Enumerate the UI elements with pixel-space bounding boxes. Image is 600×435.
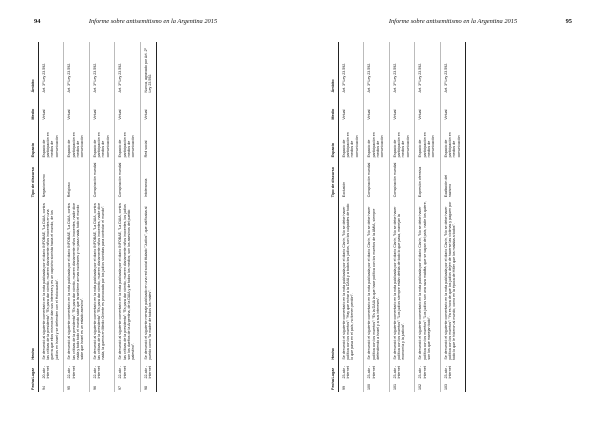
cell-lugar: 20-abr - Internet bbox=[38, 362, 64, 381]
cell-medio: Virtual bbox=[115, 94, 141, 121]
cell-espacio: Espacio de participación en medios de comunicación bbox=[364, 122, 390, 160]
header-hecho: Hecho bbox=[30, 199, 38, 361]
running-head bbox=[34, 18, 272, 30]
running-title: Informe sobre antisemitismo en la Argentina 2015 bbox=[388, 18, 518, 25]
cell-tipo: Intolerancia bbox=[140, 159, 157, 199]
incident-table bbox=[30, 42, 157, 392]
table-row bbox=[364, 42, 390, 392]
cell-tipo: Exclusión bbox=[338, 159, 364, 199]
cell-lugar: 22-abr - Internet bbox=[140, 362, 157, 381]
page-number: 95 bbox=[565, 18, 572, 25]
rotated-table-area bbox=[330, 42, 575, 392]
table-row bbox=[389, 42, 415, 392]
table-row bbox=[440, 42, 466, 392]
cell-espacio: Espacio de participación en medios de comunicación bbox=[64, 122, 90, 160]
cell-lugar: 23-abr - Internet bbox=[389, 362, 415, 381]
cell-espacio: Red social bbox=[140, 122, 157, 160]
cell-hecho: Se denunció el siguiente comentario en la nota publicada por el diario Clarín, "No se debe hacer política con los muertos": "Los judíos son una raza maldita, que se vayan del país, nadie los quiere, son los que manejan todo". bbox=[415, 199, 441, 361]
cell-ambito: Art. 3º Ley 23.592. bbox=[38, 42, 64, 94]
cell-medio: Virtual bbox=[389, 94, 415, 121]
cell-tipo: Religioso bbox=[64, 159, 90, 199]
cell-tipo: Conspiración mundial bbox=[389, 159, 415, 199]
header-espacio: Espacio bbox=[30, 122, 38, 160]
cell-fecha: 103 bbox=[440, 380, 466, 392]
cell-hecho: Se denunció el siguiente comentario en la nota publicada por el diario Clarín, "No se debe hacer política con los muertos": "Los judíos siempre están detrás de todo lo que pasa, manejan la economía y la justicia". bbox=[389, 199, 415, 361]
header-medio: Medio bbox=[330, 94, 338, 121]
cell-tipo: Exaltación del nazismo bbox=[440, 159, 466, 199]
cell-tipo: Conspiración mundial bbox=[89, 159, 115, 199]
cell-lugar: 23-abr - Internet bbox=[440, 362, 466, 381]
cell-medio: Virtual bbox=[64, 94, 90, 121]
cell-ambito: Art. 3º Ley 23.592. bbox=[415, 42, 441, 94]
cell-fecha: 99 bbox=[338, 380, 364, 392]
cell-fecha: 96 bbox=[89, 380, 115, 392]
header-medio: Medio bbox=[30, 94, 38, 121]
header-fecha: Fecha bbox=[30, 380, 38, 392]
cell-fecha: 94 bbox=[38, 380, 64, 392]
cell-lugar: 22-abr - Internet bbox=[89, 362, 115, 381]
cell-medio: Virtual bbox=[89, 94, 115, 121]
rotated-table bbox=[30, 42, 275, 392]
cell-lugar: 23-abr - Internet bbox=[364, 362, 390, 381]
cell-espacio: Espacio de participación en medios de comunicación bbox=[89, 122, 115, 160]
cell-fecha: 98 bbox=[140, 380, 157, 392]
cell-ambito: Art. 3º Ley 23.592. bbox=[440, 42, 466, 94]
cell-lugar: 23-abr - Internet bbox=[415, 362, 441, 381]
cell-hecho: Se denunció el siguiente comentario en la nota publicada por el diario Clarín, "No se debe hacer política con los muertos": "Es la DAIA la que hace política con los muertos de la AMIA, siempre defendiendo a Israel y a sus intereses". bbox=[364, 199, 390, 361]
running-head bbox=[334, 18, 572, 30]
cell-medio: Virtual bbox=[38, 94, 64, 121]
cell-tipo: Conspiración mundial bbox=[115, 159, 141, 199]
cell-fecha: 95 bbox=[64, 380, 90, 392]
table-row bbox=[64, 42, 90, 392]
page-right bbox=[300, 0, 600, 435]
table-row bbox=[89, 42, 115, 392]
cell-ambito: Art. 3º Ley 23.592. bbox=[64, 42, 90, 94]
cell-espacio: Espacio de participación en medios de comunicación bbox=[389, 122, 415, 160]
header-ambito: Ámbito bbox=[30, 42, 38, 94]
cell-espacio: Espacio de participación en medios de comunicación bbox=[415, 122, 441, 160]
table-header-row bbox=[30, 42, 38, 392]
table-row bbox=[415, 42, 441, 392]
cell-espacio: Espacio de participación en medios de comunicación bbox=[38, 122, 64, 160]
cell-ambito: Art. 3º Ley 23.592. bbox=[89, 42, 115, 94]
rotated-table bbox=[330, 42, 575, 392]
running-title: Informe sobre antisemitismo en la Argentina 2015 bbox=[88, 18, 218, 25]
table-header-row bbox=[330, 42, 338, 392]
cell-ambito: Art. 3º Ley 23.592. bbox=[115, 42, 141, 94]
cell-ambito: Nunca, agravado por Art. 2º Ley 23.592. bbox=[140, 42, 157, 94]
cell-lugar: 23-abr - Internet bbox=[338, 362, 364, 381]
table-row bbox=[38, 42, 64, 392]
incident-table bbox=[330, 42, 466, 392]
rotated-table-area bbox=[30, 42, 275, 392]
cell-hecho: Se denunció el siguiente comentario en la nota publicada por el diario Clarín, "No se debe hacer política con los muertos": "Hay que echar a la DAIA y a todos los judíos, son los culpables de todo lo que pasa en el país, no tienen perdón". bbox=[338, 199, 364, 361]
header-tipo-discurso: Tipo de discurso bbox=[30, 159, 38, 199]
cell-fecha: 97 bbox=[115, 380, 141, 392]
cell-medio: Virtual bbox=[140, 94, 157, 121]
cell-espacio: Espacio de participación en medios de comunicación bbox=[115, 122, 141, 160]
cell-fecha: 102 bbox=[415, 380, 441, 392]
cell-hecho: Se denunció al siguiente comentario en la nota publicada por el diario INFOBAE, "La DAIA, contra las críticas de la presidenta": "Es para dar vómito, mueren diariamente niños inocentes, nadie dice nada y todo todo el mundo sabe que Israel tiene armas nucleares y no pasa nada, todo el mundo sabe que Israel es un estado asesino". bbox=[64, 199, 90, 361]
cell-ambito: Art. 3º Ley 23.592. bbox=[338, 42, 364, 94]
cell-fecha: 100 bbox=[364, 380, 390, 392]
cell-hecho: Se denunció el siguiente mensaje publicado en una red social titulado "Judíos", que calificaba al pueblo como "la madre de todos los males". bbox=[140, 199, 157, 361]
table-row bbox=[115, 42, 141, 392]
cell-tipo: Expresión ofensiva bbox=[415, 159, 441, 199]
table-row bbox=[338, 42, 364, 392]
page-number: 94 bbox=[34, 18, 41, 25]
cell-tipo: Negacionismo bbox=[38, 159, 64, 199]
cell-medio: Virtual bbox=[415, 94, 441, 121]
cell-hecho: Se denunció al siguiente comentario en la nota publicada por el diario INFOBAE, "La DAIA, contra las críticas de la presidenta": "Es para dar vómito, mueren diariamente niños inocentes, los judíos son los dueños de la Argentina, de la DAIA y de todos los medios; son los asesinos del pueblo palestino". bbox=[115, 199, 141, 361]
cell-lugar: 22-abr - Internet bbox=[64, 362, 90, 381]
header-hecho: Hecho bbox=[330, 199, 338, 361]
header-lugar: Lugar bbox=[30, 362, 38, 381]
header-lugar: Lugar bbox=[330, 362, 338, 381]
table-row bbox=[140, 42, 157, 392]
cell-tipo: Conspiración mundial bbox=[364, 159, 390, 199]
header-fecha: Fecha bbox=[330, 380, 338, 392]
cell-medio: Virtual bbox=[364, 94, 390, 121]
cell-ambito: Art. 3º Ley 23.592. bbox=[364, 42, 390, 94]
cell-hecho: Se denunció al siguiente comentario en la nota publicada por el diario INFOBAE, "La DAIA, contra las críticas de la presidenta": "Es para dar vómito, mueren diariamente niños inocentes en una guerra que ellos mismos le dan sus intereses y es un capricho sionista hacia el mundo, de los judíos en Israel y se defienden con el Holocausto". bbox=[38, 199, 64, 361]
header-ambito: Ámbito bbox=[330, 42, 338, 94]
cell-espacio: Espacio de participación en medios de comunicación bbox=[440, 122, 466, 160]
cell-medio: Virtual bbox=[440, 94, 466, 121]
header-tipo-discurso: Tipo de discurso bbox=[330, 159, 338, 199]
cell-fecha: 101 bbox=[389, 380, 415, 392]
cell-ambito: Art. 3º Ley 23.592. bbox=[389, 42, 415, 94]
cell-espacio: Espacio de participación en medios de comunicación bbox=[338, 122, 364, 160]
cell-lugar: 22-abr - Internet bbox=[115, 362, 141, 381]
cell-hecho: Se denunció el siguiente comentario en la nota publicada por el diario Clarín, "No se debe hacer política con los muertos": "Ya es hora de que los judíos dejen de hacerse las víctimas y paguen por todo lo que le hicieron al mundo, como en la época de Hitler que los mataba a todos". bbox=[440, 199, 466, 361]
cell-medio: Virtual bbox=[338, 94, 364, 121]
cell-hecho: Se denunció al siguiente comentario en la nota publicada por el diario INFOBAE, "La DAIA, contra las críticas de la presidenta": "Es para dar vómito, mueren diariamente niños inocentes, nadie dice nada, la guerra en Medio Oriente es provocada por los judíos sionistas para controlar el mundo". bbox=[89, 199, 115, 361]
header-espacio: Espacio bbox=[330, 122, 338, 160]
